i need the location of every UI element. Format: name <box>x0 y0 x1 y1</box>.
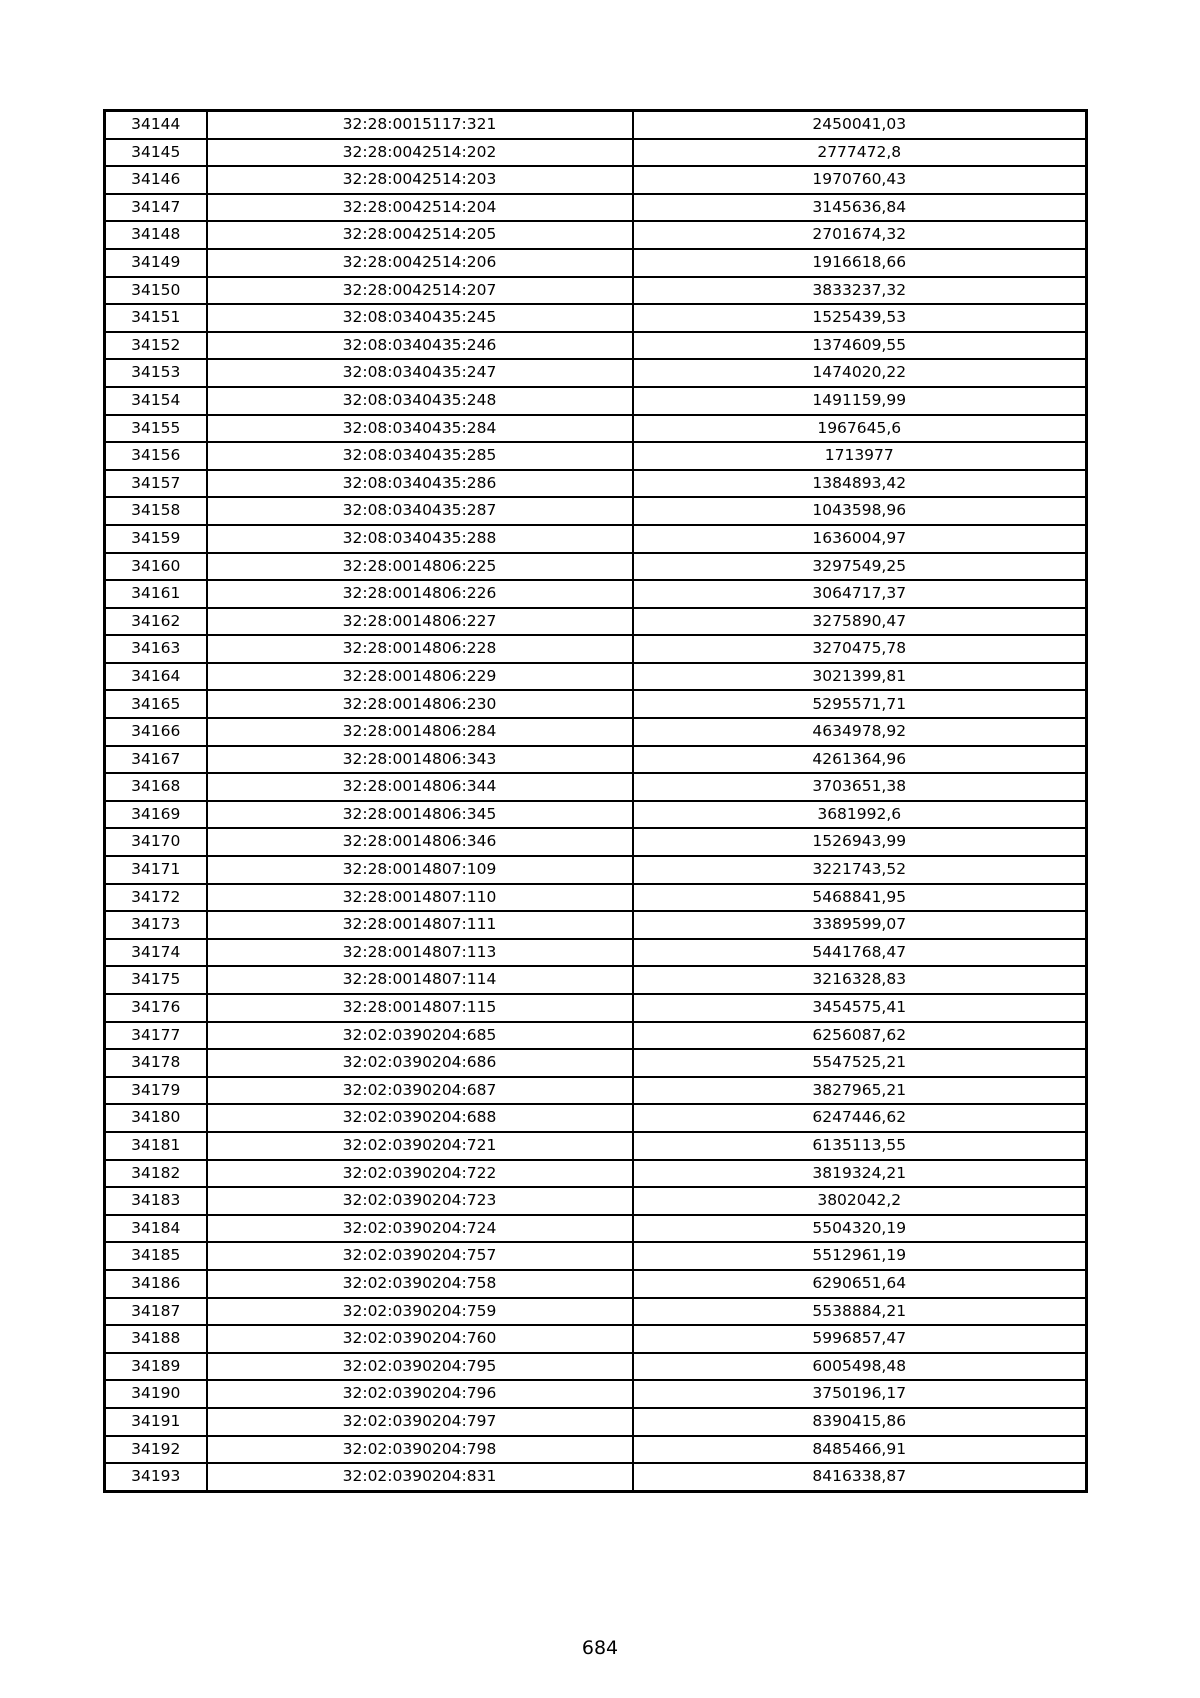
table-row <box>105 1077 1087 1105</box>
value-cell: 4634978,92 <box>633 718 1087 746</box>
row-number-cell: 34147 <box>105 194 207 222</box>
value-cell: 3275890,47 <box>633 608 1087 636</box>
row-number-cell: 34191 <box>105 1408 207 1436</box>
value-cell: 5441768,47 <box>633 939 1087 967</box>
row-number-cell: 34175 <box>105 966 207 994</box>
value-cell: 3827965,21 <box>633 1077 1087 1105</box>
row-number-cell: 34189 <box>105 1353 207 1381</box>
row-number-cell: 34160 <box>105 553 207 581</box>
row-number-cell: 34144 <box>105 111 207 139</box>
row-number-cell: 34174 <box>105 939 207 967</box>
table-row <box>105 111 1087 139</box>
value-cell: 2701674,32 <box>633 221 1087 249</box>
value-cell: 5538884,21 <box>633 1298 1087 1326</box>
value-cell: 3021399,81 <box>633 663 1087 691</box>
table-row <box>105 635 1087 663</box>
value-cell: 1491159,99 <box>633 387 1087 415</box>
table-row <box>105 608 1087 636</box>
value-cell: 1525439,53 <box>633 304 1087 332</box>
row-number-cell: 34165 <box>105 690 207 718</box>
row-number-cell: 34164 <box>105 663 207 691</box>
row-number-cell: 34173 <box>105 911 207 939</box>
cadastral-number-cell: 32:02:0390204:757 <box>207 1242 633 1270</box>
row-number-cell: 34155 <box>105 415 207 443</box>
value-cell: 6247446,62 <box>633 1104 1087 1132</box>
value-cell: 5547525,21 <box>633 1049 1087 1077</box>
row-number-cell: 34146 <box>105 166 207 194</box>
row-number-cell: 34184 <box>105 1215 207 1243</box>
table-row <box>105 828 1087 856</box>
table-row <box>105 194 1087 222</box>
row-number-cell: 34166 <box>105 718 207 746</box>
cadastral-number-cell: 32:28:0042514:206 <box>207 249 633 277</box>
value-cell: 8416338,87 <box>633 1463 1087 1491</box>
table-body <box>105 111 1087 1492</box>
table-row <box>105 525 1087 553</box>
value-cell: 3703651,38 <box>633 773 1087 801</box>
value-cell: 3819324,21 <box>633 1160 1087 1188</box>
value-cell: 1526943,99 <box>633 828 1087 856</box>
cadastral-number-cell: 32:28:0042514:203 <box>207 166 633 194</box>
value-cell: 3297549,25 <box>633 553 1087 581</box>
cadastral-number-cell: 32:28:0014806:226 <box>207 580 633 608</box>
table-row <box>105 1132 1087 1160</box>
value-cell: 5468841,95 <box>633 884 1087 912</box>
page-number: 684 <box>581 1637 619 1659</box>
cadastral-number-cell: 32:28:0014807:113 <box>207 939 633 967</box>
cadastral-number-cell: 32:28:0014807:111 <box>207 911 633 939</box>
row-number-cell: 34150 <box>105 277 207 305</box>
table-row <box>105 801 1087 829</box>
cadastral-number-cell: 32:28:0014806:227 <box>207 608 633 636</box>
cadastral-number-cell: 32:08:0340435:286 <box>207 470 633 498</box>
row-number-cell: 34162 <box>105 608 207 636</box>
cadastral-number-cell: 32:02:0390204:831 <box>207 1463 633 1491</box>
row-number-cell: 34149 <box>105 249 207 277</box>
row-number-cell: 34181 <box>105 1132 207 1160</box>
cadastral-number-cell: 32:08:0340435:246 <box>207 332 633 360</box>
cadastral-number-cell: 32:02:0390204:759 <box>207 1298 633 1326</box>
table-row <box>105 277 1087 305</box>
value-cell: 3389599,07 <box>633 911 1087 939</box>
value-cell: 3681992,6 <box>633 801 1087 829</box>
row-number-cell: 34192 <box>105 1436 207 1464</box>
value-cell: 1374609,55 <box>633 332 1087 360</box>
table-row <box>105 690 1087 718</box>
value-cell: 6256087,62 <box>633 1022 1087 1050</box>
table-row <box>105 966 1087 994</box>
table-row <box>105 718 1087 746</box>
value-cell: 1713977 <box>633 442 1087 470</box>
row-number-cell: 34161 <box>105 580 207 608</box>
table-row <box>105 1104 1087 1132</box>
table-row <box>105 304 1087 332</box>
cadastral-number-cell: 32:02:0390204:795 <box>207 1353 633 1381</box>
row-number-cell: 34167 <box>105 746 207 774</box>
value-cell: 1967645,6 <box>633 415 1087 443</box>
value-cell: 3221743,52 <box>633 856 1087 884</box>
cadastral-number-cell: 32:02:0390204:723 <box>207 1187 633 1215</box>
table-row <box>105 580 1087 608</box>
cadastral-number-cell: 32:28:0042514:207 <box>207 277 633 305</box>
table-row <box>105 994 1087 1022</box>
table-row <box>105 359 1087 387</box>
value-cell: 6005498,48 <box>633 1353 1087 1381</box>
row-number-cell: 34179 <box>105 1077 207 1105</box>
row-number-cell: 34163 <box>105 635 207 663</box>
table-row <box>105 1298 1087 1326</box>
table-row <box>105 884 1087 912</box>
row-number-cell: 34182 <box>105 1160 207 1188</box>
table-row <box>105 1270 1087 1298</box>
row-number-cell: 34156 <box>105 442 207 470</box>
cadastral-number-cell: 32:28:0042514:204 <box>207 194 633 222</box>
table-row <box>105 1187 1087 1215</box>
value-cell: 5295571,71 <box>633 690 1087 718</box>
row-number-cell: 34151 <box>105 304 207 332</box>
cadastral-number-cell: 32:28:0042514:205 <box>207 221 633 249</box>
row-number-cell: 34193 <box>105 1463 207 1491</box>
row-number-cell: 34170 <box>105 828 207 856</box>
cadastral-number-cell: 32:28:0014806:229 <box>207 663 633 691</box>
value-cell: 2450041,03 <box>633 111 1087 139</box>
table-row <box>105 1215 1087 1243</box>
value-cell: 8485466,91 <box>633 1436 1087 1464</box>
cadastral-number-cell: 32:08:0340435:247 <box>207 359 633 387</box>
cadastral-number-cell: 32:02:0390204:688 <box>207 1104 633 1132</box>
table-row <box>105 553 1087 581</box>
row-number-cell: 34168 <box>105 773 207 801</box>
value-cell: 3750196,17 <box>633 1380 1087 1408</box>
value-cell: 6290651,64 <box>633 1270 1087 1298</box>
value-cell: 3833237,32 <box>633 277 1087 305</box>
cadastral-number-cell: 32:08:0340435:245 <box>207 304 633 332</box>
row-number-cell: 34153 <box>105 359 207 387</box>
value-cell: 4261364,96 <box>633 746 1087 774</box>
table-row <box>105 442 1087 470</box>
value-cell: 1043598,96 <box>633 497 1087 525</box>
cadastral-number-cell: 32:02:0390204:724 <box>207 1215 633 1243</box>
value-cell: 5504320,19 <box>633 1215 1087 1243</box>
cadastral-number-cell: 32:02:0390204:797 <box>207 1408 633 1436</box>
table-row <box>105 139 1087 167</box>
value-cell: 5512961,19 <box>633 1242 1087 1270</box>
table-row <box>105 1242 1087 1270</box>
value-cell: 1916618,66 <box>633 249 1087 277</box>
table-row <box>105 470 1087 498</box>
table-row <box>105 1353 1087 1381</box>
value-cell: 2777472,8 <box>633 139 1087 167</box>
cadastral-number-cell: 32:28:0014807:115 <box>207 994 633 1022</box>
table-row <box>105 497 1087 525</box>
cadastral-number-cell: 32:28:0014806:344 <box>207 773 633 801</box>
table-row <box>105 1436 1087 1464</box>
table-row <box>105 1160 1087 1188</box>
row-number-cell: 34188 <box>105 1325 207 1353</box>
value-cell: 3064717,37 <box>633 580 1087 608</box>
cadastral-number-cell: 32:28:0014806:345 <box>207 801 633 829</box>
cadastral-number-cell: 32:02:0390204:760 <box>207 1325 633 1353</box>
table-row <box>105 773 1087 801</box>
row-number-cell: 34145 <box>105 139 207 167</box>
cadastral-number-cell: 32:28:0014806:225 <box>207 553 633 581</box>
row-number-cell: 34177 <box>105 1022 207 1050</box>
cadastral-number-cell: 32:02:0390204:687 <box>207 1077 633 1105</box>
row-number-cell: 34169 <box>105 801 207 829</box>
table-row <box>105 911 1087 939</box>
row-number-cell: 34154 <box>105 387 207 415</box>
table-row <box>105 1049 1087 1077</box>
table-row <box>105 1380 1087 1408</box>
cadastral-number-cell: 32:02:0390204:722 <box>207 1160 633 1188</box>
row-number-cell: 34178 <box>105 1049 207 1077</box>
cadastral-value-table <box>103 109 1088 1493</box>
table-row <box>105 166 1087 194</box>
row-number-cell: 34148 <box>105 221 207 249</box>
value-cell: 5996857,47 <box>633 1325 1087 1353</box>
table-row <box>105 663 1087 691</box>
cadastral-number-cell: 32:28:0014807:114 <box>207 966 633 994</box>
row-number-cell: 34187 <box>105 1298 207 1326</box>
table-row <box>105 332 1087 360</box>
table-row <box>105 415 1087 443</box>
cadastral-number-cell: 32:28:0014806:346 <box>207 828 633 856</box>
table-row <box>105 221 1087 249</box>
value-cell: 3145636,84 <box>633 194 1087 222</box>
table-row <box>105 1325 1087 1353</box>
value-cell: 1384893,42 <box>633 470 1087 498</box>
table-row <box>105 939 1087 967</box>
value-cell: 3216328,83 <box>633 966 1087 994</box>
row-number-cell: 34172 <box>105 884 207 912</box>
table-row <box>105 387 1087 415</box>
value-cell: 1474020,22 <box>633 359 1087 387</box>
row-number-cell: 34157 <box>105 470 207 498</box>
table-row <box>105 856 1087 884</box>
cadastral-number-cell: 32:08:0340435:284 <box>207 415 633 443</box>
table-row <box>105 746 1087 774</box>
cadastral-number-cell: 32:02:0390204:796 <box>207 1380 633 1408</box>
cadastral-number-cell: 32:08:0340435:287 <box>207 497 633 525</box>
cadastral-number-cell: 32:28:0014807:110 <box>207 884 633 912</box>
row-number-cell: 34185 <box>105 1242 207 1270</box>
value-cell: 1636004,97 <box>633 525 1087 553</box>
row-number-cell: 34158 <box>105 497 207 525</box>
value-cell: 1970760,43 <box>633 166 1087 194</box>
row-number-cell: 34176 <box>105 994 207 1022</box>
value-cell: 3270475,78 <box>633 635 1087 663</box>
cadastral-number-cell: 32:02:0390204:758 <box>207 1270 633 1298</box>
value-cell: 8390415,86 <box>633 1408 1087 1436</box>
cadastral-number-cell: 32:02:0390204:798 <box>207 1436 633 1464</box>
cadastral-number-cell: 32:28:0015117:321 <box>207 111 633 139</box>
value-cell: 6135113,55 <box>633 1132 1087 1160</box>
row-number-cell: 34183 <box>105 1187 207 1215</box>
row-number-cell: 34171 <box>105 856 207 884</box>
cadastral-number-cell: 32:28:0014806:284 <box>207 718 633 746</box>
value-cell: 3454575,41 <box>633 994 1087 1022</box>
cadastral-number-cell: 32:02:0390204:685 <box>207 1022 633 1050</box>
cadastral-number-cell: 32:28:0014806:343 <box>207 746 633 774</box>
cadastral-number-cell: 32:28:0014806:230 <box>207 690 633 718</box>
table-row <box>105 1408 1087 1436</box>
value-cell: 3802042,2 <box>633 1187 1087 1215</box>
cadastral-number-cell: 32:08:0340435:288 <box>207 525 633 553</box>
row-number-cell: 34159 <box>105 525 207 553</box>
table-row <box>105 1463 1087 1491</box>
row-number-cell: 34152 <box>105 332 207 360</box>
cadastral-number-cell: 32:02:0390204:721 <box>207 1132 633 1160</box>
cadastral-number-cell: 32:08:0340435:248 <box>207 387 633 415</box>
cadastral-number-cell: 32:28:0014807:109 <box>207 856 633 884</box>
cadastral-number-cell: 32:02:0390204:686 <box>207 1049 633 1077</box>
table-row <box>105 249 1087 277</box>
row-number-cell: 34180 <box>105 1104 207 1132</box>
table-row <box>105 1022 1087 1050</box>
row-number-cell: 34190 <box>105 1380 207 1408</box>
cadastral-number-cell: 32:28:0042514:202 <box>207 139 633 167</box>
cadastral-number-cell: 32:28:0014806:228 <box>207 635 633 663</box>
cadastral-number-cell: 32:08:0340435:285 <box>207 442 633 470</box>
row-number-cell: 34186 <box>105 1270 207 1298</box>
